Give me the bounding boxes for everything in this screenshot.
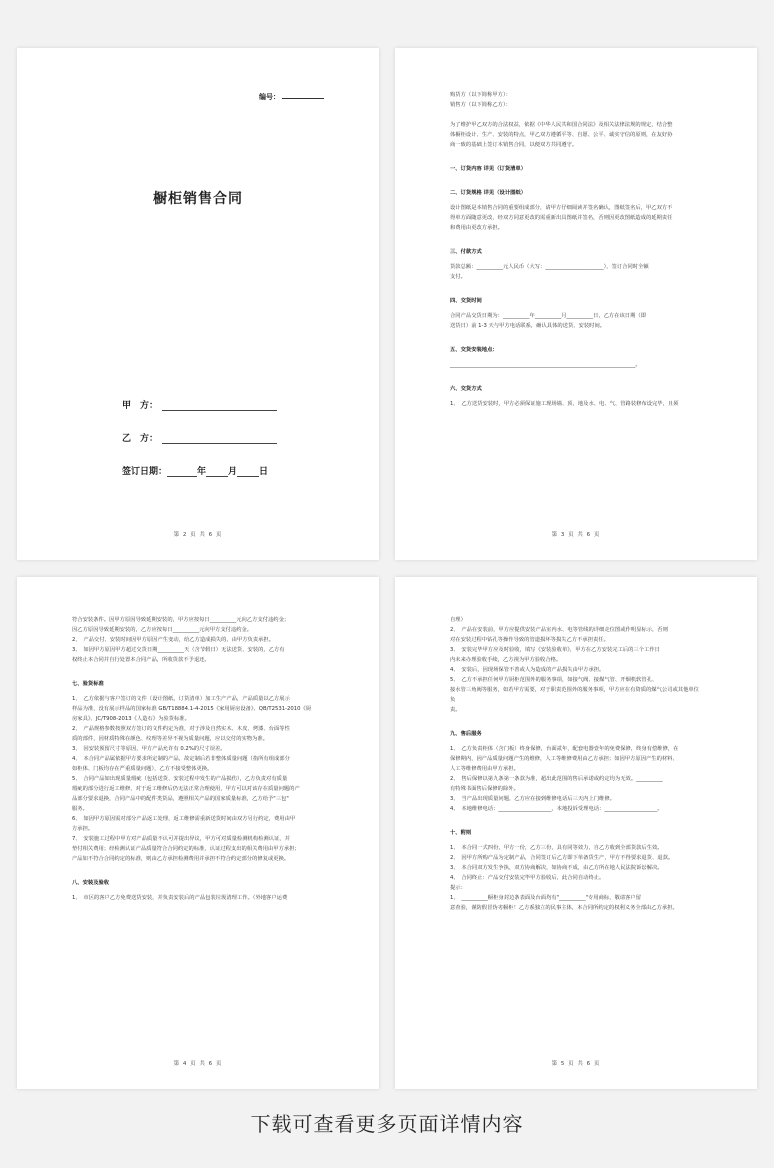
body-line: 因乙方原因导致延期安装的，乙方应按每日__________元向甲方支付违约金。 <box>72 627 253 633</box>
page-footer: 第 2 页 共 6 页 <box>173 532 223 538</box>
body-line: 2、 因甲方所购产品为定制产品，合同签订后乙方即下单备货生产，甲方不得要求退货、退款。 <box>450 855 674 861</box>
sign-date-label: 签订日期： <box>122 467 168 477</box>
section-heading: 一、订货内容 详见（订货清单） <box>450 166 527 172</box>
section-heading: 二、订货规格 详见（设计图纸） <box>450 190 527 196</box>
contract-page-3 <box>395 48 757 560</box>
body-line: 销售方（以下简称乙方）： <box>450 102 511 108</box>
body-line: 服务。 <box>72 806 88 812</box>
sign-year-label: 年 <box>197 467 207 477</box>
page-footer: 第 3 页 共 6 页 <box>551 532 601 538</box>
section-heading: 八、安装及验收 <box>72 880 110 886</box>
page-footer: 第 5 页 共 6 页 <box>551 1061 601 1067</box>
body-line: 权终止本合同并自行处置本合同产品，所收货款不予退还。 <box>72 657 210 663</box>
download-caption: 下载可查看更多页面详情内容 <box>250 1112 524 1136</box>
contract-page-4 <box>17 577 379 1089</box>
body-line: 为了维护甲乙双方的合法权益，依据《中华人民共和国合同法》及相关法律法规的规定，结合整 <box>450 122 673 128</box>
body-line: 2、 售后保修以第九条第一条款为准，超出此范围的售后承诺或约定均为无效。__________ <box>450 776 663 782</box>
body-line: 瑕疵的部分进行返工维修，对于返工维修后仍无法正常合理使用，甲方可以对该存在质量问题的产 <box>72 786 300 792</box>
body-line: 房家具》、JC/T908-2013《人造石》为验货标准。 <box>72 716 190 722</box>
body-line: 4、 本地维修电话：____________________，本地投诉受理电话：____________________。 <box>450 806 663 812</box>
page-4-body <box>72 615 324 903</box>
contract-number <box>259 92 324 102</box>
party-b-row <box>122 431 277 444</box>
body-line: 方承担。 <box>72 826 94 832</box>
section-heading: 七、验货标准 <box>72 681 104 687</box>
party-a-label: 甲 方： <box>122 401 159 411</box>
body-line: 设计图纸是本销售合同的重要组成部分，请甲方仔细阅读并签名确认，图纸签名后，甲乙双方不 <box>450 205 673 211</box>
body-line: 和费用由更改方承担。 <box>450 225 503 231</box>
section-heading: 五、交货安装地点： <box>450 347 498 353</box>
body-line <box>450 110 702 120</box>
sign-year-blank <box>167 468 197 477</box>
contract-page-5 <box>395 577 757 1089</box>
section-heading: 十、附则 <box>450 830 472 836</box>
body-line: 1、 本合同一式四份，甲方一份，乙方三份，具有同等效力，自乙方收到全部货款后生效。 <box>450 845 663 851</box>
page-3-body <box>450 90 702 409</box>
section-heading: 六、交货方式 <box>450 386 482 392</box>
sign-month-blank <box>206 468 228 477</box>
body-line: 2、 产品规格参数按照双方签订的文件约定为准，对于涉及自然实木、木皮、烤漆、台面等性 <box>72 726 290 732</box>
body-line: 品部分要求退换，合同产品中的配件类货品，遵照相关产品的国家质量标准，乙方给予"三包" <box>72 796 289 802</box>
body-line: 6、 如因甲方原因需对部分产品返工处理，返工维修需重新送货时间由双方另行约定，费用由甲 <box>72 816 296 822</box>
sign-date-row <box>122 464 268 477</box>
body-line: 3、 当产品出现质量问题，乙方应在接到维修电话后三天内上门维修。 <box>450 796 615 802</box>
body-line: 提示： <box>450 885 466 891</box>
contract-number-blank <box>282 92 324 99</box>
body-line: 1、 乙方依据与客户签订的文件（设计图纸，订货清单）加工生产产品，产品质量以乙方展示 <box>72 696 290 702</box>
body-line: 自理） <box>450 617 466 623</box>
body-line: 责。 <box>450 707 461 713</box>
body-line: 5、 乙方不承担任何甲方厨柜范围外的服务事项，如接气阀、接煤气管、开烟机软管孔、 <box>450 677 658 683</box>
body-line: 购货方（以下简称甲方）： <box>450 92 511 98</box>
section-heading: 三、付款方式 <box>450 249 482 255</box>
body-line: 对在安装过程中钻孔等操作导致的管道损坏等损失乙方不承担责任。 <box>450 637 609 643</box>
sign-day-blank <box>237 468 259 477</box>
body-line: 有特殊书面售后保修的除外。 <box>450 786 519 792</box>
body-line: 1、 乙方送货安装时，甲方必须保证施工现场墙、顶、地及水、电、气、管路装修布设完毕，且须 <box>450 401 679 407</box>
body-line: 7、 安装施工过程中甲方对产品质量不认可并提出异议，甲方可对质量检测机构检测认证，并 <box>72 836 290 842</box>
party-b-blank <box>162 435 277 444</box>
body-line: 3、 安装完毕甲方应及时验收，填写《安装验收单》，甲方在乙方安装完工后的三个工作日 <box>450 647 660 653</box>
body-line: 2、 产品交付、安装时间因甲方原因产生变动，给乙方造成损失的，由甲方负责承担。 <box>72 637 275 643</box>
body-line: 内未来办理验收手续，乙方视为甲方验收合格。 <box>450 657 562 663</box>
body-line: 样品为准，没有展示样品的国家标准 GB/T18884.1-4-2015《家用厨房设备》、QB/T2531-2010《厨 <box>72 706 312 712</box>
contract-title: 橱柜销售合同 <box>153 191 243 207</box>
section-heading: 四、交货时间 <box>450 298 482 304</box>
body-line: 人工等维修费用由甲方承担。 <box>450 766 519 772</box>
body-line: 3、 如因甲方原因甲方超过交货日期__________天（含节假日）无法送货、安装的，乙方有 <box>72 647 285 653</box>
page-5-body <box>450 615 702 913</box>
party-a-row <box>122 398 277 411</box>
party-a-blank <box>162 402 277 411</box>
body-line: 4、 本合同产品属依据甲方要求所定制的产品，故定制后若非整体质量问题（指所有组成部分 <box>72 756 290 762</box>
sign-day-label: 日 <box>259 467 269 477</box>
page-footer: 第 4 页 共 6 页 <box>173 1061 223 1067</box>
body-line: 垫付相关费用；经检测认证产品质量符合合同约定的标准，认证过程支出的相关费用由甲方承担； <box>72 846 300 852</box>
body-line: 1、 市区的客户乙方免费送货安装，并负责安装后的产品包装垃圾清理工作。（外地客户运费 <box>72 895 288 901</box>
body-line: 符合安装条件。因甲方原因导致延期安装的，甲方应按每日__________元向乙方支付违约金； <box>72 617 290 623</box>
body-line: 得单方面随意更改，经双方同意更改的需重新出具图纸并签名，否则因更改图纸造成的延期责任 <box>450 215 673 221</box>
contract-number-label: 编号： <box>259 93 280 101</box>
body-line: 质的部件，因材质特殊在颜色、纹理等差异不视为质量问题，应以交付的实物为准。 <box>72 736 268 742</box>
body-line: 5、 合同产品如出现质量瑕疵（包括送货、安装过程中发生的产品损伤），乙方负责对有质量 <box>72 776 288 782</box>
body-line: 4、 安装后，因现场保管不善或人为造成的产品损失由甲方承担。 <box>450 667 605 673</box>
body-line: 4、 合同终止：产品交付安装完毕甲方验收后，此合同自动终止。 <box>450 875 605 881</box>
body-line: 送货日）前 1-3 天与甲方电话联系，确认具体的送货、安装时间。 <box>450 323 606 329</box>
body-line: 3、 因安装预留尺寸等原因，甲方产品允许有 0.2%的尺寸误差。 <box>72 746 226 752</box>
party-b-label: 乙 方： <box>122 434 159 444</box>
body-line: 商一致的基础上签订本销售合同，以便双方共同遵守。 <box>450 142 578 148</box>
body-line: 体橱柜设计、生产、安装的特点，甲乙双方遵循平等、自愿、公平、诚实守信的原则，在友好协 <box>450 132 673 138</box>
body-line: 2、 产品在安装前，甲方应提供安装产品室内水、电等管线的详细走位图或作明显标示，否则 <box>450 627 668 633</box>
body-line: 支付。 <box>450 274 466 280</box>
contract-page-2 <box>17 48 379 560</box>
body-line: 1、 乙方负责柜体（含门板）终身保修，台面贰年，配套电器壹年的免费保修，终身有偿维修，在 <box>450 746 679 752</box>
sign-month-label: 月 <box>228 467 238 477</box>
body-line: 产品如不符合合同约定的标准，则由乙方承担检测费用并承担不符合约定部分的修复或更换。 <box>72 856 290 862</box>
body-line: 3、 本合同双方发生争执，双方协商解决，如协商不成，由乙方所在地人民法院诉讼解决。 <box>450 865 663 871</box>
section-heading: 九、售后服务 <box>450 731 482 737</box>
body-line: 1、 __________橱柜身封边条表面及台面均有"__________"专用商标，敬请客户留 <box>450 895 641 901</box>
body-line: 意查验，谨防假冒伪劣橱柜！乙方系独立的民事主体，本合同所约定的权利义务全部由乙方承担。 <box>450 905 678 911</box>
body-line: 接水管三角阀等服务，如若甲方需要，对于职责范围外的服务事项，甲方应在有资质的煤气公司或其他单位负 <box>450 687 699 703</box>
body-line: ______________________________________________________________________。 <box>450 362 641 368</box>
body-line: 合同产品交货日期为：__________年__________月__________日，乙方在该日期（即 <box>450 313 646 319</box>
body-line: 如柜体、门板均存在严重质量问题），乙方不接受整体更换。 <box>72 766 213 772</box>
body-line: 货款总额：__________元人民币（大写：______________________），签订合同时全额 <box>450 264 649 270</box>
body-line: 保修期内，因产品质量问题产生的维修，人工等维修费用由乙方承担；如因甲方原因产生的材料、 <box>450 756 678 762</box>
